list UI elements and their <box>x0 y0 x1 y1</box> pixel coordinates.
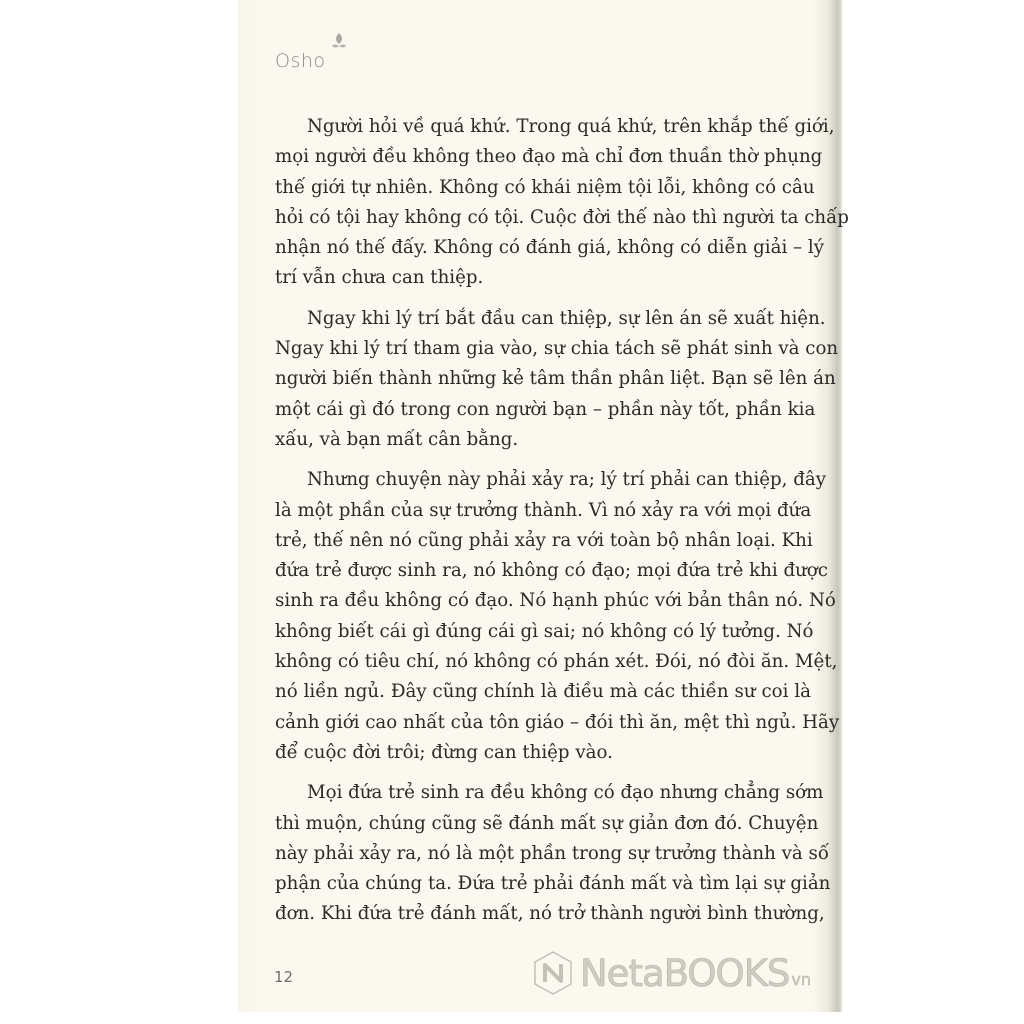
text-line: cảnh giới cao nhất của tôn giáo – đói thì ăn, mệt thì ngủ. Hãy <box>275 711 840 733</box>
text-line: này phải xảy ra, nó là một phần trong sự trưởng thành và số <box>275 842 829 864</box>
watermark-brand: NetaBOOKS <box>580 951 790 995</box>
paragraph <box>275 304 839 455</box>
text-line: người biến thành những kẻ tâm thần phân liệt. Bạn sẽ lên án <box>275 368 836 390</box>
text-line: Nhưng chuyện này phải xảy ra; lý trí phải can thiệp, đây <box>307 469 827 491</box>
watermark-suffix: vn <box>791 969 811 989</box>
watermark <box>532 950 811 996</box>
text-line: thì muộn, chúng cũng sẽ đánh mất sự giản đơn đó. Chuyện <box>275 812 819 834</box>
text-line: Mọi đứa trẻ sinh ra đều không có đạo nhưng chẳng sớm <box>307 782 824 804</box>
text-line: trí vẫn chưa can thiệp. <box>275 267 484 289</box>
text-line: không có tiêu chí, nó không có phán xét. Đói, nó đòi ăn. Mệt, <box>275 651 838 673</box>
text-line: không biết cái gì đúng cái gì sai; nó không có lý tưởng. Nó <box>275 620 814 642</box>
text-line: phận của chúng ta. Đứa trẻ phải đánh mất và tìm lại sự giản <box>275 873 831 895</box>
text-line: Ngay khi lý trí tham gia vào, sự chia tách sẽ phát sinh và con <box>275 338 839 360</box>
text-line: sinh ra đều không có đạo. Nó hạnh phúc với bản thân nó. Nó <box>275 590 836 612</box>
text-line: để cuộc đời trôi; đừng can thiệp vào. <box>275 741 613 763</box>
paragraph <box>275 112 849 294</box>
page-number: 12 <box>274 968 294 986</box>
text-line: trẻ, thế nên nó cũng phải xảy ra với toàn bộ nhân loại. Khi <box>275 529 813 551</box>
author-name: Osho <box>275 50 326 72</box>
text-line: mọi người đều không theo đạo mà chỉ đơn thuần thờ phụng <box>275 146 823 168</box>
book-page <box>238 0 849 1012</box>
running-header <box>275 32 325 76</box>
text-line: một cái gì đó trong con người bạn – phần này tốt, phần kia <box>275 398 816 420</box>
body-text <box>275 112 849 940</box>
text-line: thế giới tự nhiên. Không có khái niệm tội lỗi, không có câu <box>275 176 815 198</box>
netabooks-hexagon-icon <box>532 950 574 996</box>
text-line: nó liền ngủ. Đây cũng chính là điều mà các thiền sư coi là <box>275 681 811 703</box>
text-line: đơn. Khi đứa trẻ đánh mất, nó trở thành người bình thường, <box>275 903 825 925</box>
text-line: là một phần của sự trưởng thành. Vì nó xảy ra với mọi đứa <box>275 499 812 521</box>
paragraph <box>275 465 840 768</box>
text-line: xấu, và bạn mất cân bằng. <box>275 428 519 450</box>
text-line: đứa trẻ được sinh ra, nó không có đạo; mọi đứa trẻ khi được <box>275 560 828 582</box>
leaf-icon <box>331 32 347 52</box>
text-line: Người hỏi về quá khứ. Trong quá khứ, trên khắp thế giới, <box>307 116 835 137</box>
text-line: hỏi có tội hay không có tội. Cuộc đời thế nào thì người ta chấp <box>275 206 849 228</box>
paragraph <box>275 778 831 929</box>
text-line: nhận nó thế đấy. Không có đánh giá, không có diễn giải – lý <box>275 237 825 259</box>
text-line: Ngay khi lý trí bắt đầu can thiệp, sự lên án sẽ xuất hiện. <box>307 307 826 329</box>
